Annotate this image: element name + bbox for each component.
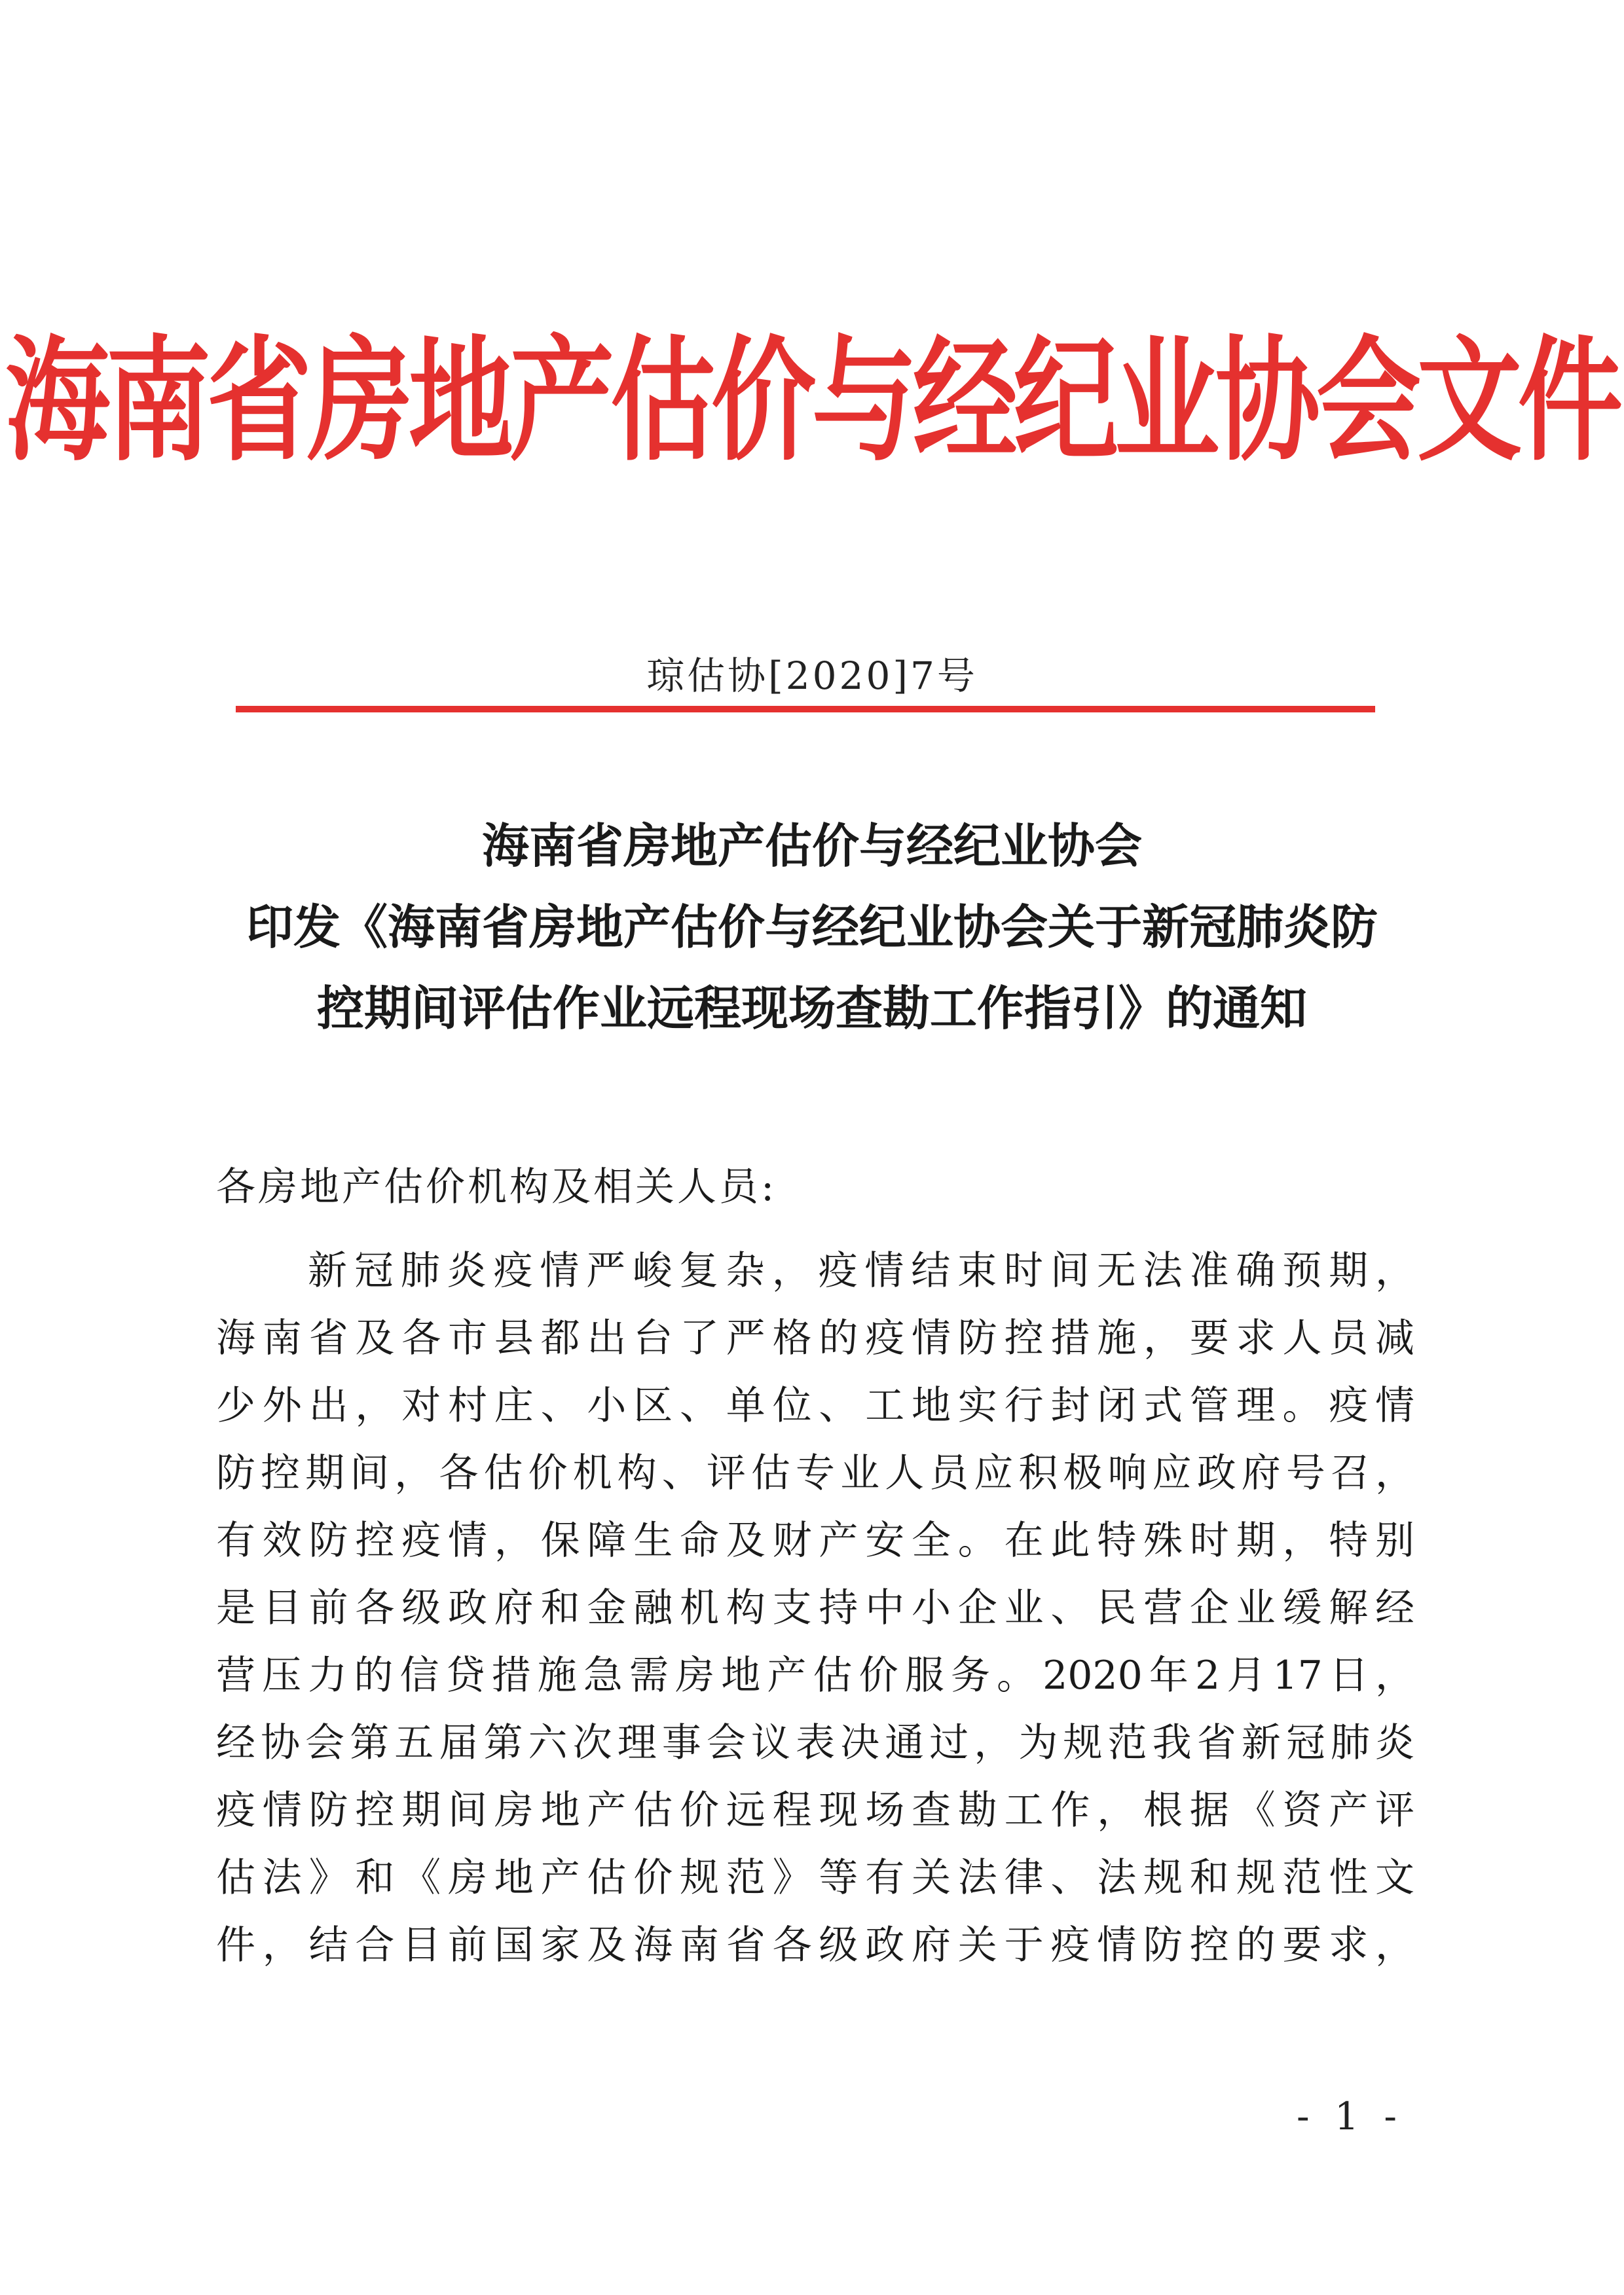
red-divider-rule (236, 706, 1375, 712)
document-title (196, 805, 1428, 1049)
body-line: 营压力的信贷措施急需房地产估价服务。2020年2月17日， (216, 1653, 1414, 1698)
body-line: 有效防控疫情，保障生命及财产安全。在此特殊时期，特别 (216, 1518, 1414, 1564)
page-number: - 1 - (1297, 2094, 1403, 2139)
body-paragraph (216, 1238, 1414, 1979)
document-number: 琼估协[2020]7号 (646, 653, 978, 698)
body-line: 经协会第五届第六次理事会议表决通过，为规范我省新冠肺炎 (216, 1720, 1414, 1766)
body-line: 疫情防控期间房地产估价远程现场查勘工作，根据《资产评 (216, 1788, 1414, 1833)
body-line: 件，结合目前国家及海南省各级政府关于疫情防控的要求， (216, 1922, 1414, 1968)
body-line: 海南省及各市县都出台了严格的疫情防控措施，要求人员减 (216, 1315, 1414, 1361)
title-line-3: 控期间评估作业远程现场查勘工作指引》的通知 (316, 980, 1307, 1036)
body-line: 是目前各级政府和金融机构支持中小企业、民营企业缓解经 (216, 1585, 1414, 1631)
body-line: 估法》和《房地产估价规范》等有关法律、法规和规范性文 (216, 1855, 1414, 1901)
salutation: 各房地产估价机构及相关人员: (216, 1164, 777, 1210)
body-line: 防控期间，各估价机构、评估专业人员应积极响应政府号召， (216, 1450, 1414, 1496)
title-line-2: 印发《海南省房地产估价与经纪业协会关于新冠肺炎防 (246, 899, 1378, 955)
body-line: 少外出，对村庄、小区、单位、工地实行封闭式管理。疫情 (216, 1383, 1414, 1429)
document-masthead: 海南省房地产估价与经纪业协会文件 (5, 321, 1619, 479)
body-line: 新冠肺炎疫情严峻复杂，疫情结束时间无法准确预期， (308, 1248, 1414, 1294)
title-line-1: 海南省房地产估价与经纪业协会 (481, 818, 1142, 873)
